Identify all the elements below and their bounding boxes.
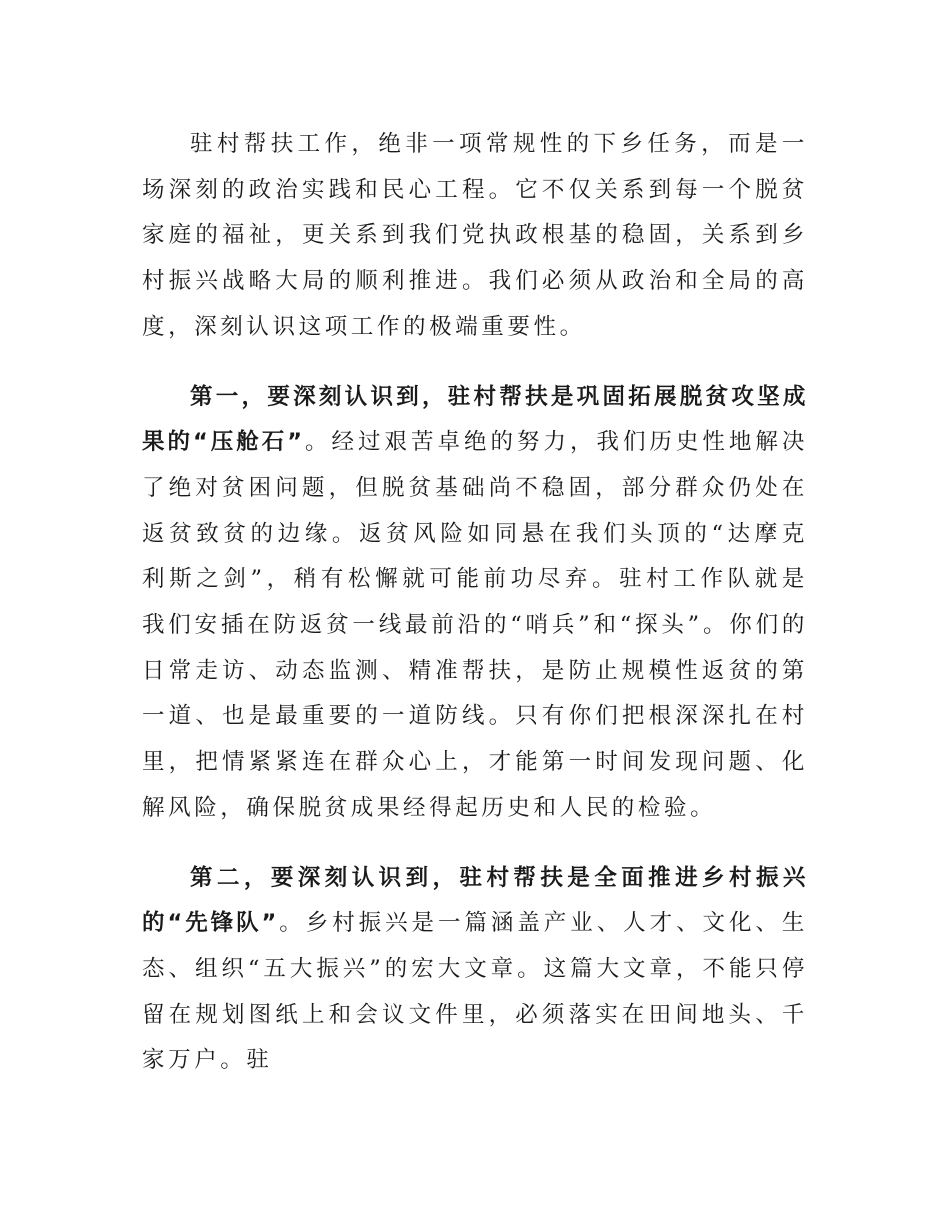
paragraph-point-two-heading: 第二，要深刻认识到，驻村帮扶是全面推进乡村振兴的“先锋队” [142,864,808,937]
document-page [142,122,808,1084]
paragraph-point-two [142,856,808,1085]
paragraph-point-one-text: 。经过艰苦卓绝的努力，我们历史性地解决了绝对贫困问题，但脱贫基础尚不稳固，部分群众仍处在返贫致贫的边缘。返贫风险如同悬在我们头顶的“达摩克利斯之剑”，稍有松懈就可能前功尽弃。驻村工作队就是我们安插在防返贫一线最前沿的“哨兵”和“探头”。你们的日常走访、动态监测、精准帮扶，是防止规模性返贫的第一道、也是最重要的一道防线。只有你们把根深深扎在村里，把情紧紧连在群众心上，才能第一时间发现问题、化解风险，确保脱贫成果经得起历史和人民的检验。 [142,429,808,821]
paragraph-intro-text: 驻村帮扶工作，绝非一项常规性的下乡任务，而是一场深刻的政治实践和民心工程。它不仅关系到每一个脱贫家庭的福祉，更关系到我们党执政根基的稳固，关系到乡村振兴战略大局的顺利推进。我们必须从政治和全局的高度，深刻认识这项工作的极端重要性。 [142,131,808,340]
paragraph-point-two-text: 。乡村振兴是一篇涵盖产业、人才、文化、生态、组织“五大振兴”的宏大文章。这篇大文章，不能只停留在规划图纸上和会议文件里，必须落实在田间地头、千家万户。驻 [142,910,808,1074]
paragraph-intro [142,122,808,351]
paragraph-point-one-heading: 第一，要深刻认识到，驻村帮扶是巩固拓展脱贫攻坚成果的“压舱石” [142,383,808,456]
paragraph-point-one [142,375,808,832]
